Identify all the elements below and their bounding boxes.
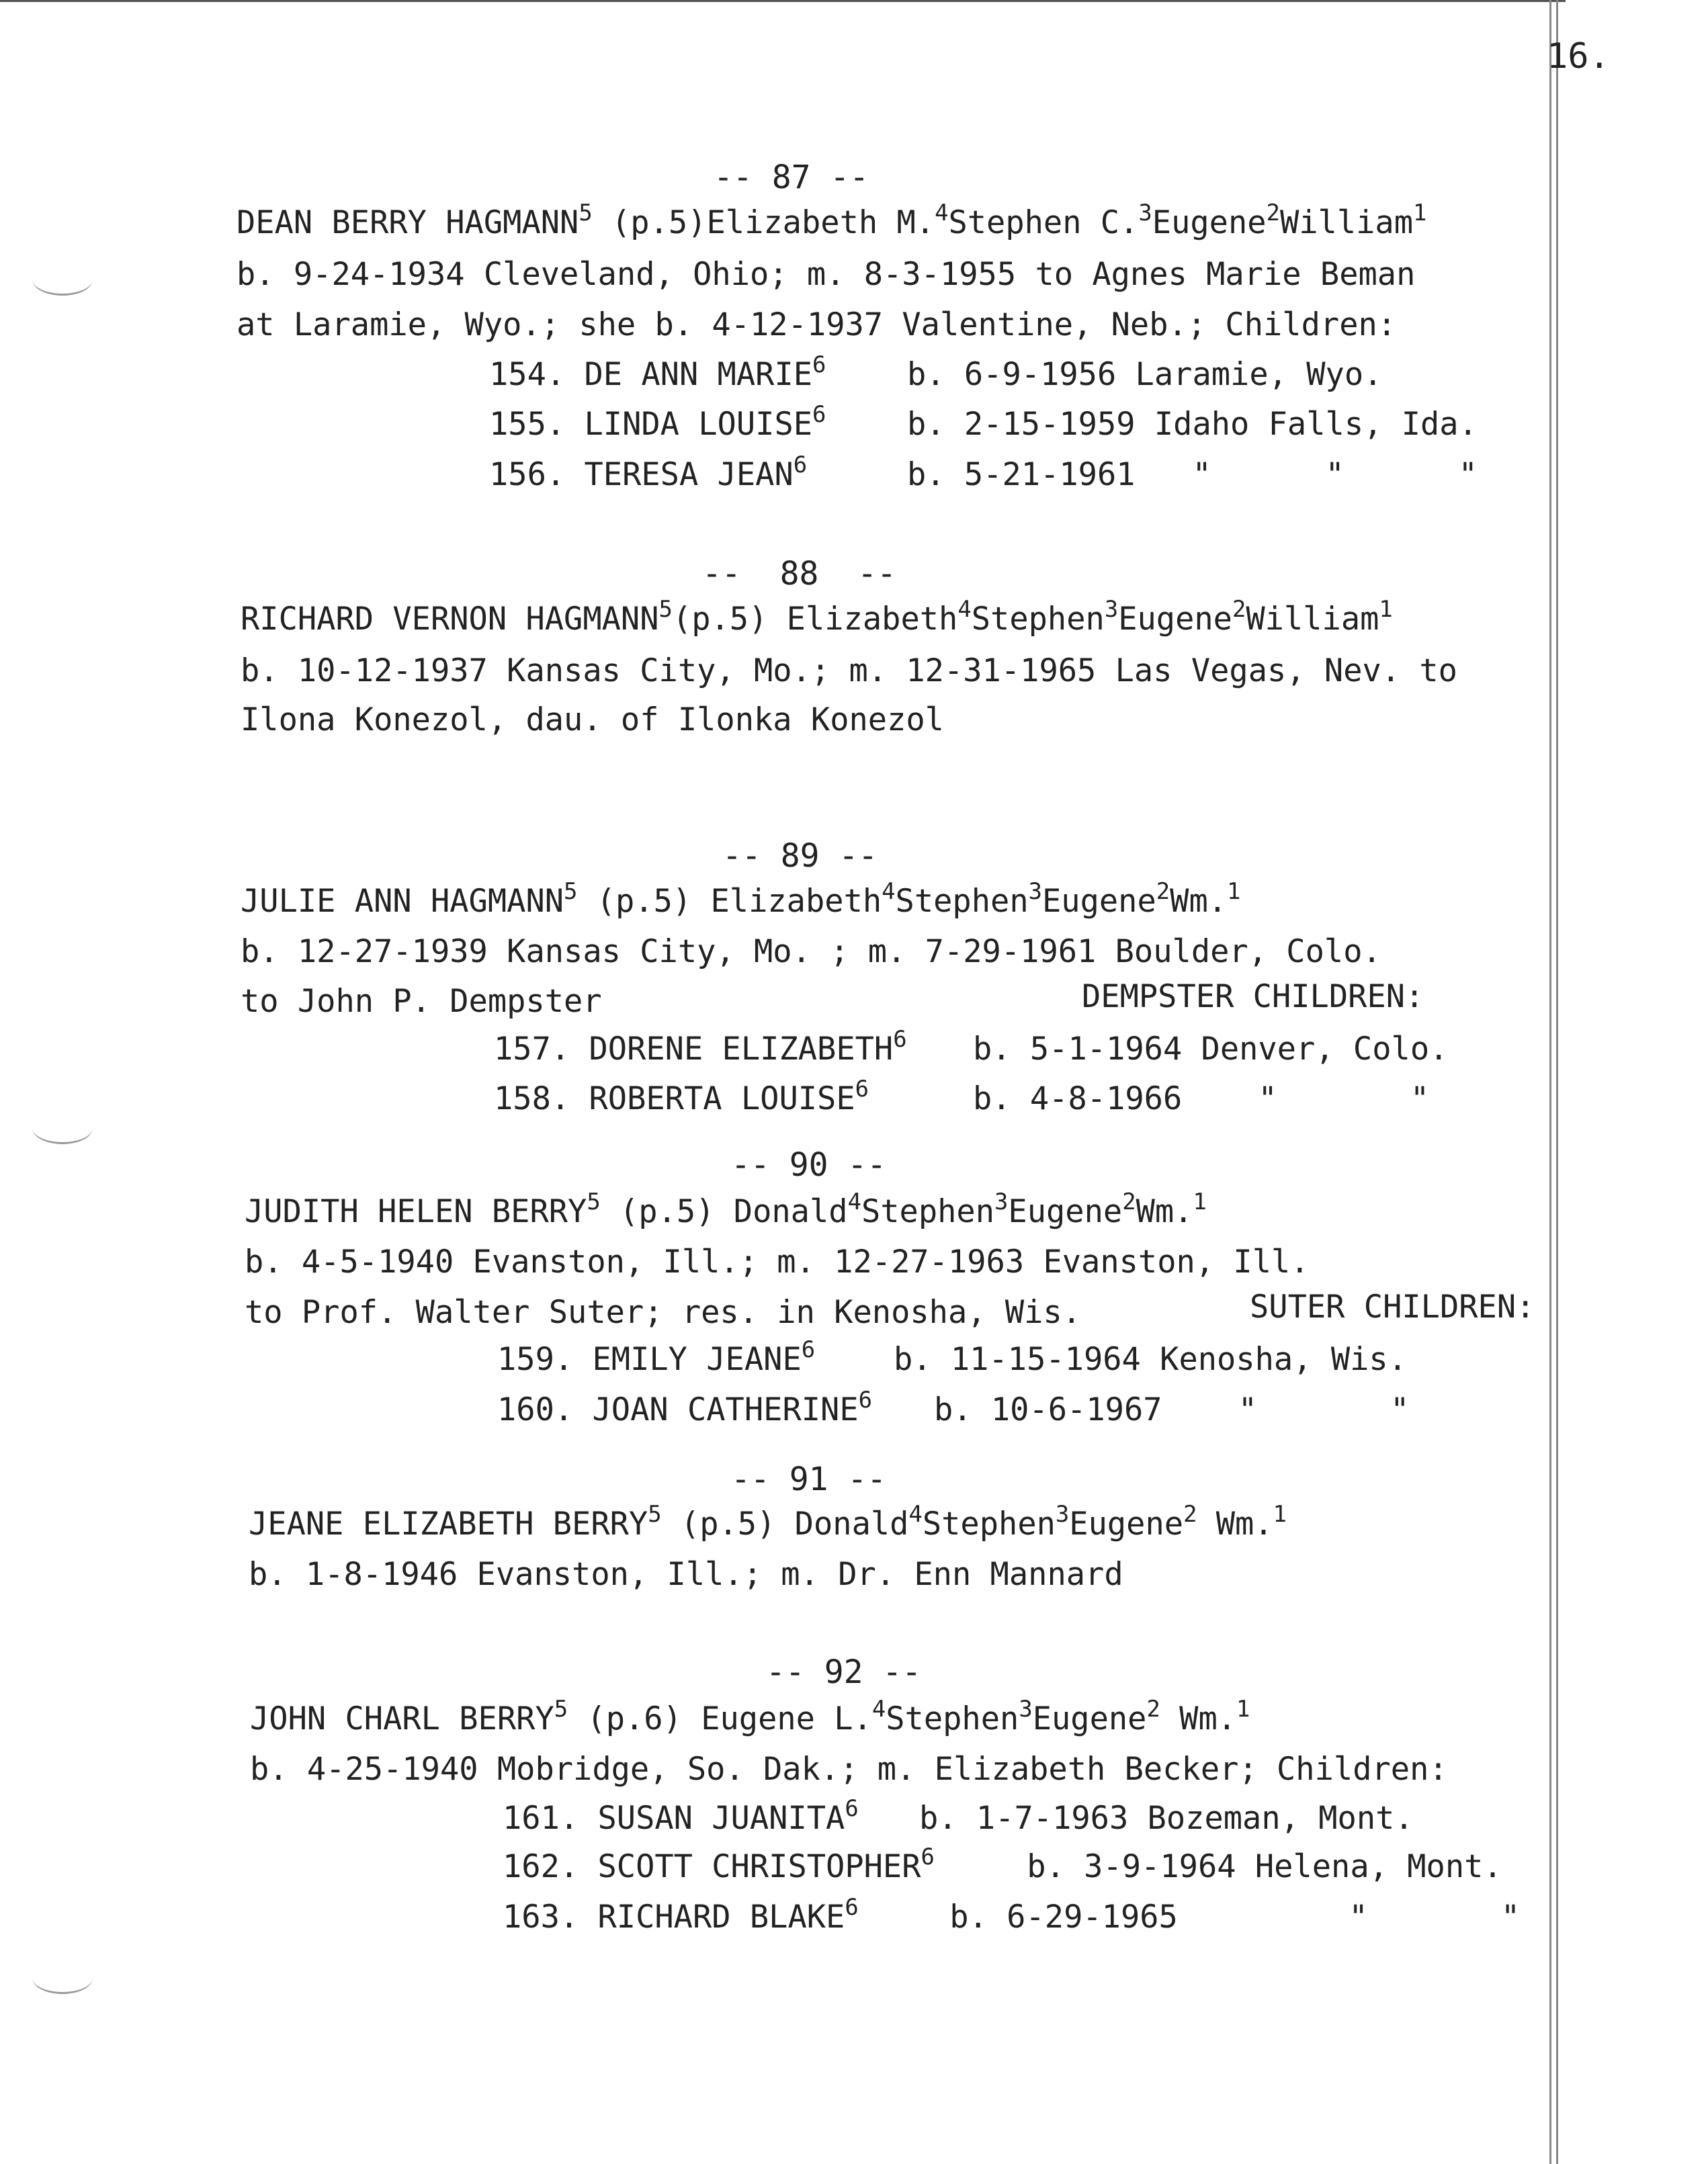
child-name: ROBERTA LOUISE [589, 1080, 855, 1117]
heading-text: Stephen [895, 883, 1029, 920]
generation-number: 2 [1232, 596, 1246, 623]
generation-number: 6 [812, 351, 826, 378]
child-entry [497, 1336, 816, 1378]
ancestor-heading [249, 1501, 1287, 1543]
record-line: to Prof. Walter Suter; res. in Kenosha, Wis. [245, 1294, 1082, 1331]
child-name: SCOTT CHRISTOPHER [597, 1848, 921, 1885]
generation-number: 5 [579, 200, 593, 226]
child-entry [489, 351, 826, 393]
child-entry [503, 1844, 935, 1885]
heading-text: (p.5) Donald [661, 1506, 909, 1543]
child-number: 155. [489, 406, 585, 443]
generation-number: 5 [587, 1188, 601, 1215]
heading-text: JULIE ANN HAGMANN [241, 883, 564, 920]
heading-text: Stephen [922, 1506, 1056, 1543]
child-entry [489, 401, 826, 443]
punch-hole [32, 1962, 93, 1994]
child-name: JOAN CATHERINE [592, 1391, 859, 1428]
heading-text: Wm. [1197, 1506, 1273, 1543]
generation-number: 4 [882, 878, 896, 905]
child-birth: b. 2-15-1959 Idaho Falls, Ida. [907, 406, 1478, 443]
ancestor-heading [241, 878, 1241, 920]
heading-text: (p.5) Elizabeth [672, 601, 958, 638]
punch-hole [32, 1112, 93, 1144]
heading-text: Eugene [1118, 601, 1232, 638]
generation-number: 2 [1146, 1696, 1160, 1723]
child-number: 156. [489, 456, 585, 493]
generation-number: 4 [871, 1696, 886, 1723]
generation-number: 3 [994, 1188, 1009, 1215]
heading-text: (p.5) Elizabeth [577, 883, 882, 920]
record-line: at Laramie, Wyo.; she b. 4-12-1937 Valentine, Neb.; Children: [237, 306, 1397, 343]
record-line: to John P. Dempster [241, 983, 602, 1020]
child-entry [494, 1076, 869, 1117]
child-entry [503, 1795, 859, 1837]
children-heading: DEMPSTER CHILDREN: [1082, 978, 1424, 1015]
heading-text: Stephen [861, 1193, 995, 1230]
child-name: RICHARD BLAKE [597, 1899, 845, 1936]
heading-text: JEANE ELIZABETH BERRY [249, 1506, 648, 1543]
child-number: 162. [503, 1848, 598, 1885]
generation-number: 6 [893, 1026, 907, 1053]
generation-number: 6 [858, 1387, 873, 1414]
heading-text: Wm. [1170, 883, 1228, 920]
generation-number: 3 [1104, 596, 1119, 623]
generation-number: 1 [1227, 878, 1241, 905]
child-entry [494, 1026, 907, 1068]
child-number: 158. [494, 1080, 589, 1117]
section-number: -- 89 -- [722, 837, 878, 875]
child-name: DE ANN MARIE [584, 356, 813, 393]
generation-number: 2 [1122, 1188, 1136, 1215]
generation-number: 1 [1379, 596, 1393, 623]
generation-number: 6 [921, 1844, 935, 1870]
generation-number: 2 [1183, 1501, 1197, 1528]
generation-number: 5 [554, 1696, 568, 1723]
record-line: b. 4-5-1940 Evanston, Ill.; m. 12-27-1963 Evanston, Ill. [245, 1244, 1310, 1281]
child-number: 163. [503, 1899, 598, 1936]
ancestor-heading [250, 1696, 1250, 1737]
generation-number: 1 [1193, 1188, 1207, 1215]
child-birth: b. 5-1-1964 Denver, Colo. [973, 1031, 1449, 1068]
generation-number: 5 [658, 596, 673, 623]
record-line: Ilona Konezol, dau. of Ilonka Konezol [241, 701, 944, 738]
child-number: 159. [497, 1341, 593, 1378]
section-number: -- 88 -- [702, 555, 896, 593]
record-line: b. 1-8-1946 Evanston, Ill.; m. Dr. Enn Mannard [249, 1556, 1123, 1593]
heading-text: Eugene [1042, 883, 1156, 920]
record-line: b. 10-12-1937 Kansas City, Mo.; m. 12-31-1965 Las Vegas, Nev. to [241, 652, 1457, 689]
heading-text: (p.5) Donald [600, 1193, 848, 1230]
page-top-edge [0, 0, 1566, 2]
heading-text: Wm. [1136, 1193, 1193, 1230]
generation-number: 6 [845, 1894, 859, 1921]
generation-number: 4 [957, 596, 972, 623]
generation-number: 6 [801, 1336, 816, 1363]
heading-text: Stephen [886, 1700, 1019, 1737]
child-name: LINDA LOUISE [584, 406, 813, 443]
ancestor-heading [237, 200, 1427, 241]
heading-text: Eugene [1008, 1193, 1123, 1230]
record-line: b. 12-27-1939 Kansas City, Mo. ; m. 7-29-1961 Boulder, Colo. [241, 933, 1381, 970]
section-number: -- 91 -- [731, 1461, 887, 1498]
child-number: 157. [494, 1031, 589, 1068]
punch-hole [32, 263, 93, 296]
heading-text: Eugene [1152, 204, 1267, 241]
child-birth: b. 5-21-1961 " " " [907, 456, 1478, 493]
child-name: DORENE ELIZABETH [589, 1031, 894, 1068]
page-number: 16. [1547, 36, 1610, 77]
heading-text: JOHN CHARL BERRY [250, 1700, 554, 1737]
generation-number: 5 [564, 878, 578, 905]
binding-margin-line [1549, 0, 1551, 2164]
generation-number: 6 [845, 1795, 859, 1822]
child-birth: b. 4-8-1966 " " [973, 1080, 1430, 1117]
heading-text: William [1246, 601, 1379, 638]
generation-number: 2 [1156, 878, 1170, 905]
child-entry [497, 1387, 873, 1428]
heading-text: William [1279, 204, 1414, 241]
record-line: b. 4-25-1940 Mobridge, So. Dak.; m. Elizabeth Becker; Children: [250, 1751, 1448, 1788]
generation-number: 4 [935, 200, 949, 226]
heading-text: RICHARD VERNON HAGMANN [241, 601, 659, 638]
child-birth: b. 1-7-1963 Bozeman, Mont. [919, 1800, 1414, 1837]
child-birth: b. 6-29-1965 " " [931, 1899, 1521, 1936]
heading-text: (p.6) Eugene L. [568, 1700, 872, 1737]
heading-text: Wm. [1160, 1700, 1237, 1737]
child-number: 160. [497, 1391, 593, 1428]
heading-text: (p.5)Elizabeth M. [592, 204, 935, 241]
child-birth: b. 3-9-1964 Helena, Mont. [1008, 1848, 1502, 1885]
heading-text: DEAN BERRY HAGMANN [237, 204, 579, 241]
generation-number: 1 [1413, 200, 1427, 226]
children-heading: SUTER CHILDREN: [1250, 1289, 1535, 1326]
generation-number: 1 [1236, 1696, 1250, 1723]
heading-text: JUDITH HELEN BERRY [245, 1193, 587, 1230]
child-name: SUSAN JUANITA [597, 1800, 845, 1837]
generation-number: 6 [793, 451, 808, 478]
child-birth: b. 10-6-1967 " " [934, 1391, 1410, 1428]
generation-number: 6 [855, 1076, 869, 1102]
child-entry [489, 451, 808, 493]
generation-number: 2 [1266, 200, 1280, 226]
generation-number: 3 [1138, 200, 1152, 226]
child-name: TERESA JEAN [584, 456, 794, 493]
child-birth: b. 11-15-1964 Kenosha, Wis. [894, 1341, 1408, 1378]
generation-number: 6 [812, 401, 826, 428]
child-number: 154. [489, 356, 585, 393]
heading-text: Stephen [971, 601, 1105, 638]
child-birth: b. 6-9-1956 Laramie, Wyo. [907, 356, 1383, 393]
section-number: -- 87 -- [714, 159, 869, 196]
generation-number: 4 [908, 1501, 923, 1528]
binding-margin-line [1556, 0, 1558, 2164]
record-line: b. 9-24-1934 Cleveland, Ohio; m. 8-3-1955 to Agnes Marie Beman [237, 256, 1416, 293]
child-name: EMILY JEANE [592, 1341, 802, 1378]
heading-text: Eugene [1069, 1506, 1184, 1543]
heading-text: Eugene [1032, 1700, 1147, 1737]
generation-number: 4 [847, 1188, 861, 1215]
generation-number: 3 [1019, 1696, 1033, 1723]
section-number: -- 90 -- [731, 1146, 887, 1184]
heading-text: Stephen C. [948, 204, 1139, 241]
generation-number: 3 [1055, 1501, 1070, 1528]
generation-number: 3 [1028, 878, 1042, 905]
ancestor-heading [241, 596, 1393, 638]
child-number: 161. [503, 1800, 598, 1837]
generation-number: 5 [648, 1501, 662, 1528]
child-entry [503, 1894, 859, 1936]
generation-number: 1 [1273, 1501, 1287, 1528]
ancestor-heading [245, 1188, 1207, 1230]
section-number: -- 92 -- [766, 1653, 922, 1691]
